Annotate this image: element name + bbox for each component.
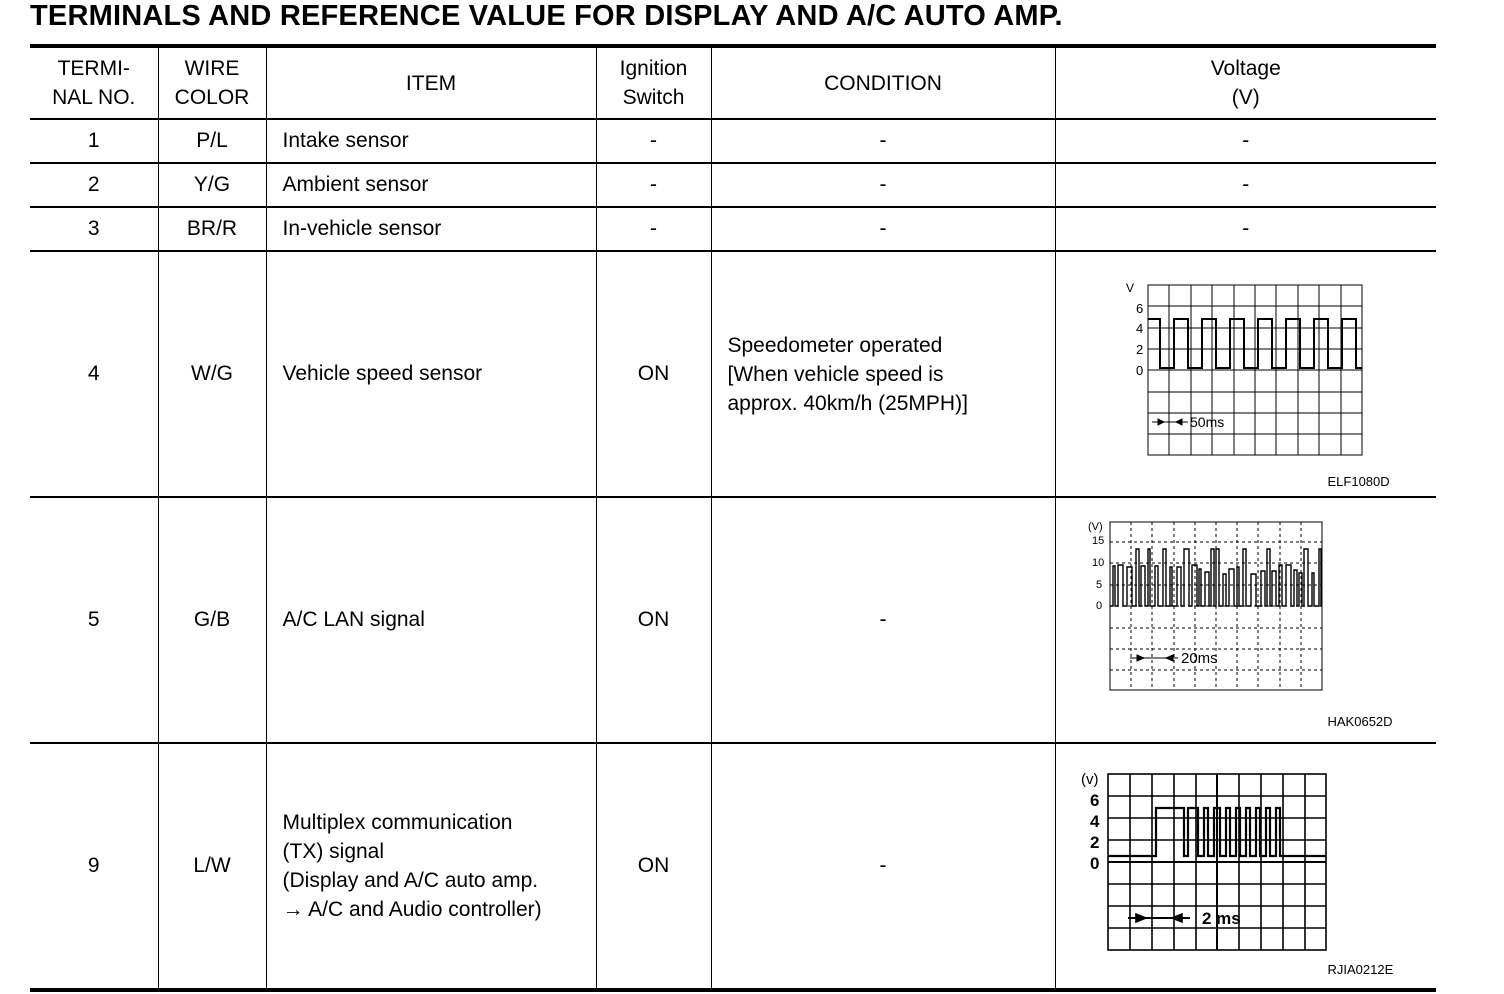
waveform-unit: V (1125, 281, 1134, 295)
table-row (30, 743, 1436, 990)
voltage: - (1055, 207, 1436, 251)
figure-code: RJIA0212E (1327, 962, 1394, 977)
voltage: - (1055, 163, 1436, 207)
ignition-switch: - (596, 119, 711, 163)
header-wire-color: WIRE COLOR (158, 46, 266, 119)
terminal-number: 9 (30, 743, 158, 990)
item-name: Multiplex communication (TX) signal (Display and A/C auto amp. → A/C and Audio controller) (266, 743, 596, 990)
condition: Speedometer operated [When vehicle speed is approx. 40km/h (25MPH)] (711, 251, 1055, 497)
ignition-switch: - (596, 163, 711, 207)
item-name: A/C LAN signal (266, 497, 596, 743)
time-scale-label: 20ms (1180, 650, 1218, 667)
item-name: In-vehicle sensor (266, 207, 596, 251)
condition: - (711, 497, 1055, 743)
time-scale-label: 50ms (1189, 414, 1224, 430)
waveform-vehicle-speed (1124, 280, 1374, 460)
header-condition: CONDITION (711, 46, 1055, 119)
waveform-unit: (v) (1080, 771, 1098, 788)
figure-code: HAK0652D (1327, 714, 1393, 729)
header-item: ITEM (266, 46, 596, 119)
wire-color: P/L (158, 119, 266, 163)
header-terminal: TERMI- NAL NO. (30, 46, 158, 119)
header-voltage: Voltage (V) (1055, 46, 1436, 119)
wire-color: L/W (158, 743, 266, 990)
y-tick-label: 10 (1091, 557, 1104, 569)
waveform-multiplex-tx (1080, 768, 1340, 954)
y-tick-label: 2 (1135, 342, 1143, 357)
terminal-number: 4 (30, 251, 158, 497)
ignition-switch: - (596, 207, 711, 251)
ignition-switch: ON (596, 497, 711, 743)
waveform-unit: (V) (1087, 521, 1103, 533)
y-tick-label: 4 (1135, 321, 1143, 336)
time-scale-label: 2 ms (1201, 909, 1241, 928)
voltage: - (1055, 119, 1436, 163)
terminal-number: 2 (30, 163, 158, 207)
wire-color: G/B (158, 497, 266, 743)
condition: - (711, 163, 1055, 207)
terminal-reference-table (30, 44, 1436, 992)
item-name: Vehicle speed sensor (266, 251, 596, 497)
condition: - (711, 207, 1055, 251)
y-tick-label: 5 (1095, 579, 1102, 591)
item-name: Ambient sensor (266, 163, 596, 207)
y-tick-label: 6 (1089, 791, 1099, 810)
waveform-ac-lan (1086, 520, 1336, 695)
table-header-row (30, 46, 1436, 119)
ignition-switch: ON (596, 251, 711, 497)
table-row (30, 163, 1436, 207)
terminal-number: 1 (30, 119, 158, 163)
y-tick-label: 0 (1135, 363, 1143, 378)
table-row (30, 497, 1436, 743)
table-row (30, 251, 1436, 497)
table-row (30, 119, 1436, 163)
wire-color: W/G (158, 251, 266, 497)
table-row (30, 207, 1436, 251)
y-tick-label: 2 (1089, 833, 1099, 852)
y-tick-label: 4 (1089, 812, 1099, 831)
y-tick-label: 6 (1135, 301, 1143, 316)
page-title: TERMINALS AND REFERENCE VALUE FOR DISPLAY AND A/C AUTO AMP. (30, 0, 1063, 32)
wire-color: Y/G (158, 163, 266, 207)
wire-color: BR/R (158, 207, 266, 251)
item-name: Intake sensor (266, 119, 596, 163)
ignition-switch: ON (596, 743, 711, 990)
terminal-number: 3 (30, 207, 158, 251)
header-ignition-switch: Ignition Switch (596, 46, 711, 119)
y-tick-label: 15 (1091, 535, 1104, 547)
y-tick-label: 0 (1095, 600, 1102, 612)
voltage-waveform (1055, 251, 1436, 497)
y-tick-label: 0 (1089, 854, 1099, 873)
condition: - (711, 119, 1055, 163)
terminal-number: 5 (30, 497, 158, 743)
voltage-waveform (1055, 497, 1436, 743)
figure-code: ELF1080D (1327, 474, 1390, 489)
voltage-waveform (1055, 743, 1436, 990)
condition: - (711, 743, 1055, 990)
